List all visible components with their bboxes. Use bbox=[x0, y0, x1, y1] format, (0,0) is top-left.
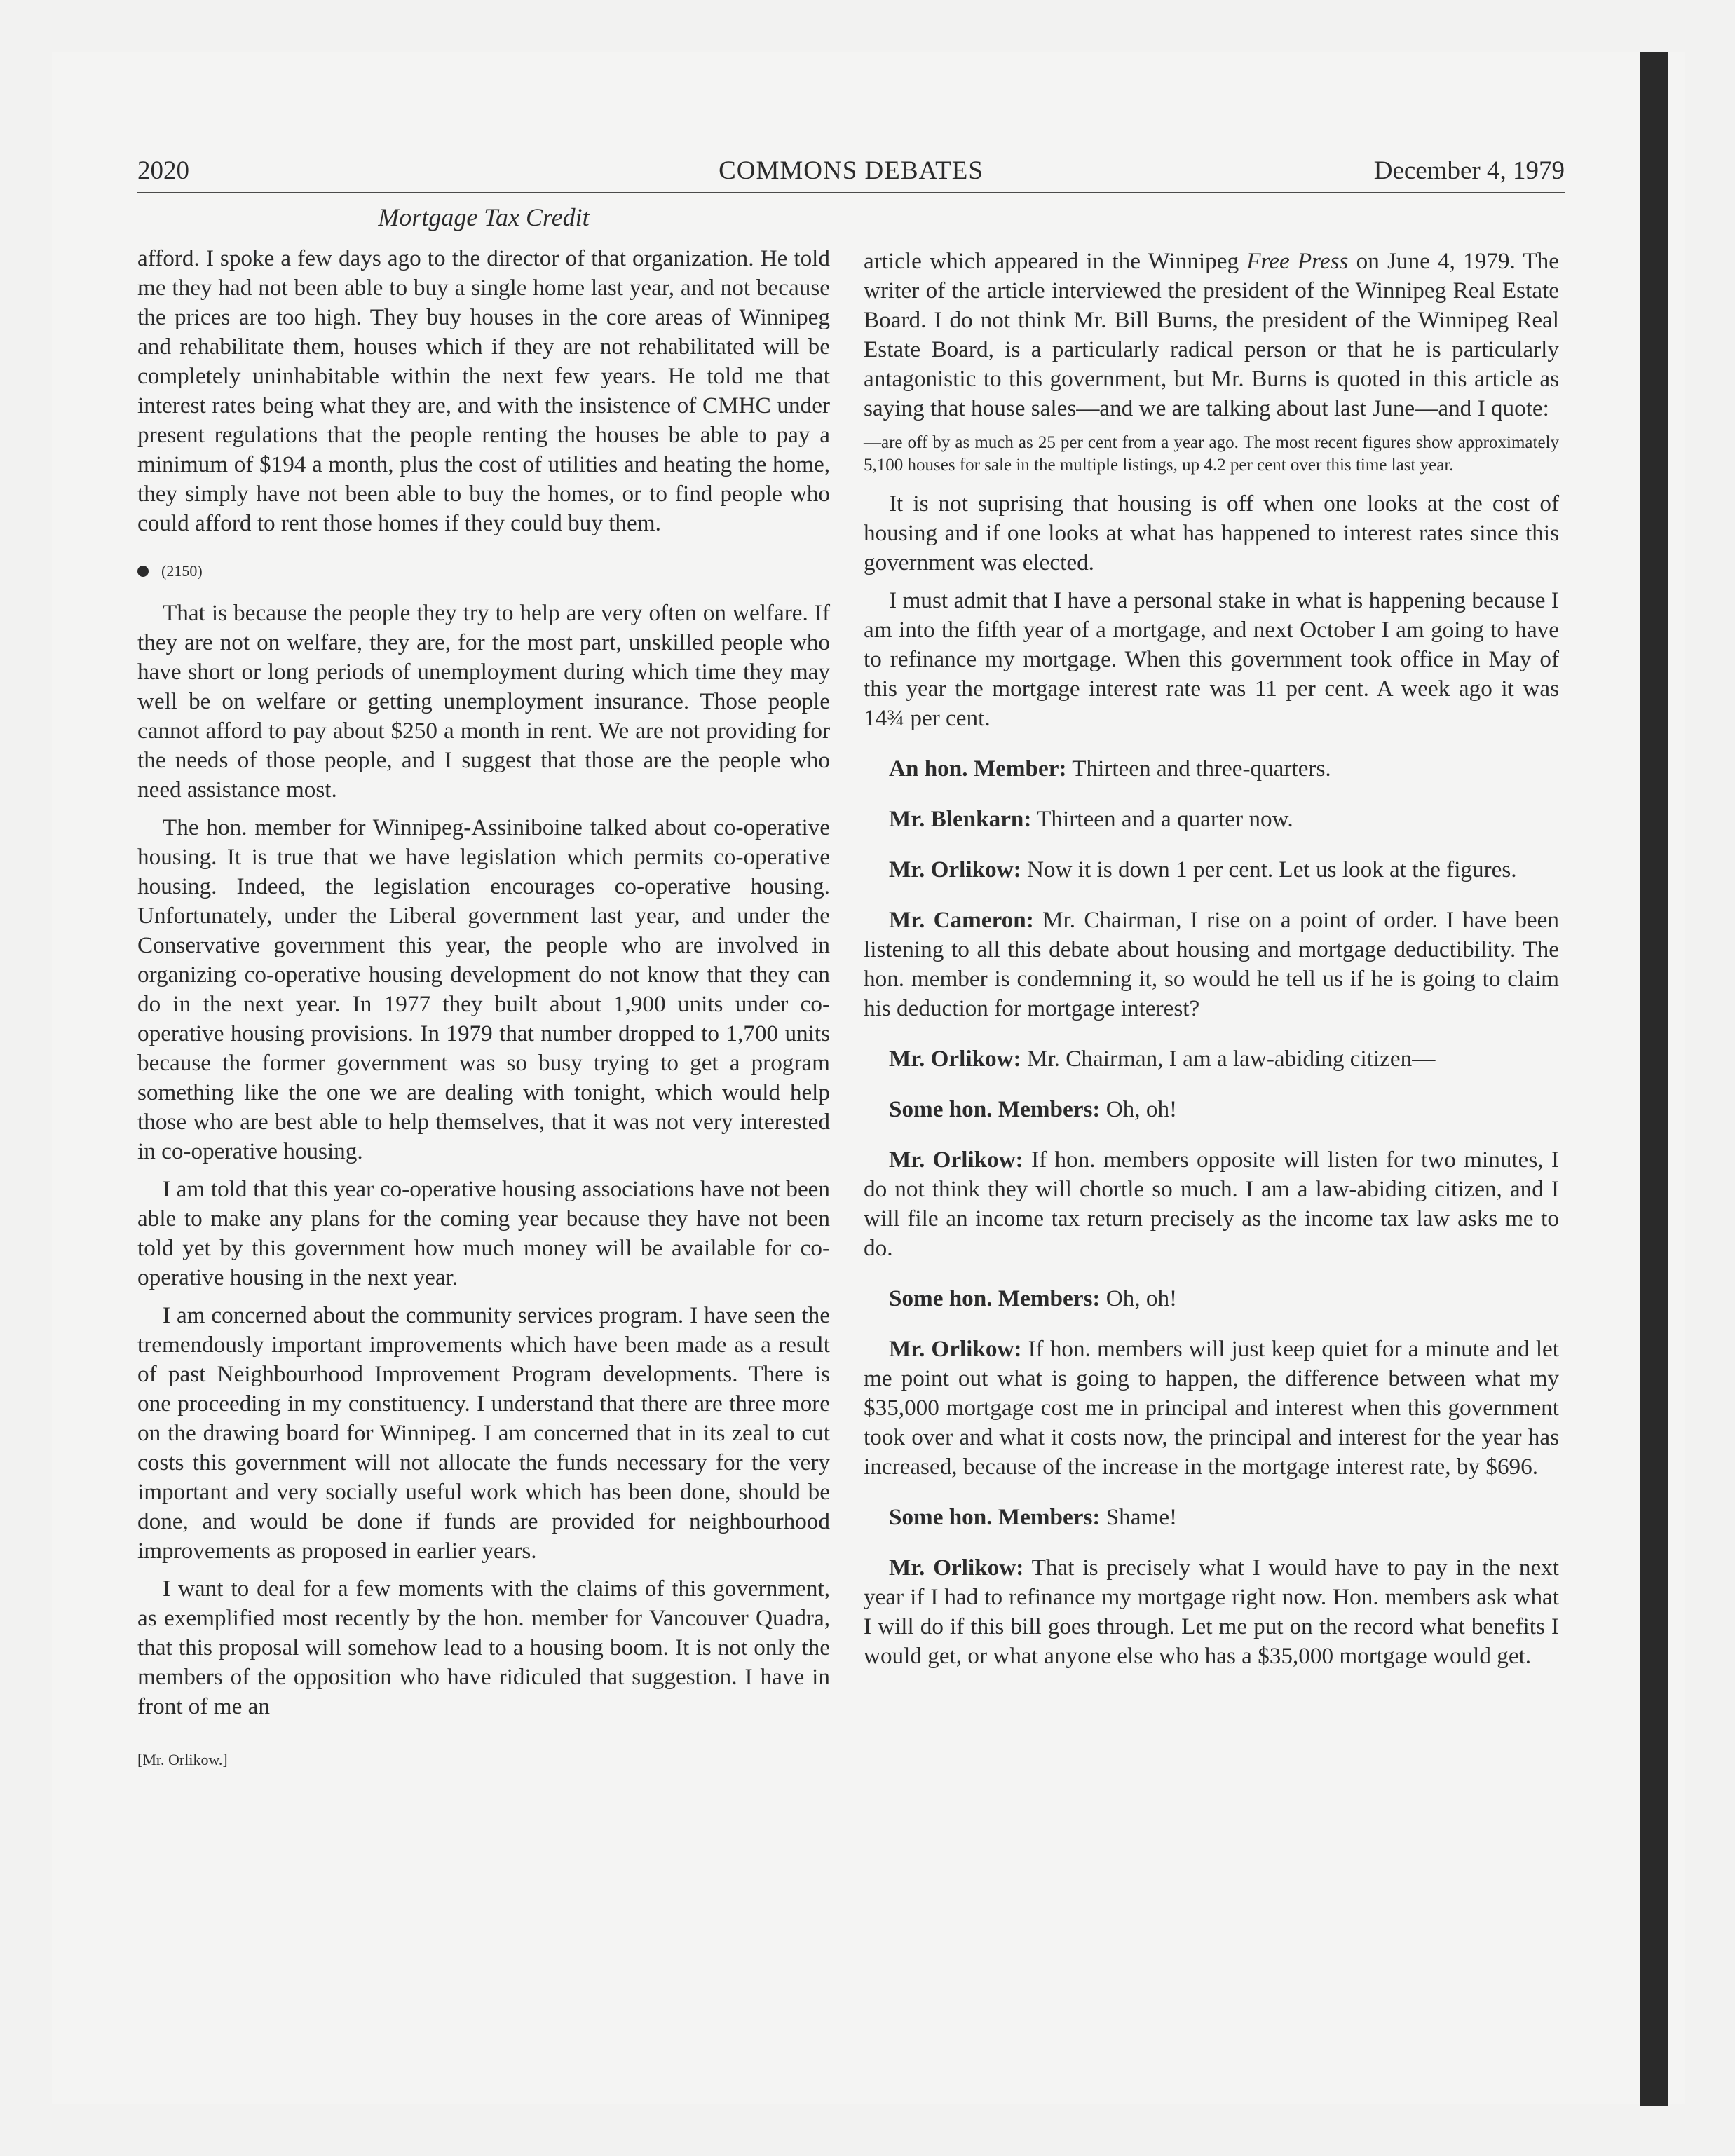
speech-text: Thirteen and three-quarters. bbox=[1066, 756, 1331, 782]
speech bbox=[864, 1335, 1559, 1482]
speech-text: If hon. members opposite will listen for two minutes, I do not think they will chortle so much. I am a law-abiding citizen, and I will file an income tax return precisely as the income tax law asks me to do. bbox=[864, 1147, 1559, 1261]
time-marker bbox=[137, 557, 830, 586]
speech-text: Oh, oh! bbox=[1100, 1096, 1178, 1122]
header-date: December 4, 1979 bbox=[1373, 156, 1565, 185]
newspaper-name: Free Press bbox=[1246, 248, 1349, 274]
speech-text: That is precisely what I would have to pay in the next year if I had to refinance my mortgage right now. Hon. members ask what I will do if this bill goes through. Let me put on the record what benefits I would get, or what anyone else who has a $35,000 mortgage would get. bbox=[864, 1555, 1559, 1669]
speech bbox=[864, 1044, 1559, 1074]
speaker-name: Mr. Orlikow: bbox=[889, 1555, 1024, 1581]
speaker-attribution: [Mr. Orlikow.] bbox=[137, 1751, 228, 1768]
paragraph: It is not suprising that housing is off when one looks at the cost of housing and if one looks at what has happened to interest rates since this government was elected. bbox=[864, 491, 1559, 575]
speaker-name: Mr. Blenkarn: bbox=[889, 806, 1032, 832]
paragraph: I must admit that I have a personal stake in what is happening because I am into the fifth year of a mortgage, and next October I am going to have to refinance my mortgage. When this government took office in May of this year the mortgage interest rate was 11 per cent. A week ago it was 14¾ per cent. bbox=[864, 587, 1559, 731]
speaker-name: Some hon. Members: bbox=[889, 1504, 1101, 1530]
speech bbox=[864, 1553, 1559, 1671]
scan-edge-bar bbox=[1640, 52, 1668, 2106]
paragraph bbox=[864, 247, 1559, 423]
block-quote: —are off by as much as 25 per cent from a year ago. The most recent figures show approximately 5,100 houses for sale in the multiple listings, up 4.2 per cent over this time last year. bbox=[864, 433, 1559, 475]
speech bbox=[864, 805, 1559, 834]
section-subhead: Mortgage Tax Credit bbox=[378, 203, 590, 231]
paragraph: I am told that this year co-operative housing associations have not been able to make any plans for the coming year because they have not been told yet by this government how much money will be available for co-operative housing in the next year. bbox=[137, 1176, 830, 1290]
speaker-name: Mr. Orlikow: bbox=[889, 1046, 1021, 1072]
bullet-icon bbox=[137, 566, 149, 577]
speech bbox=[864, 754, 1559, 784]
speech bbox=[864, 855, 1559, 885]
speech bbox=[864, 906, 1559, 1023]
text-run: article which appeared in the Winnipeg bbox=[864, 248, 1247, 274]
speaker-name: Mr. Orlikow: bbox=[889, 857, 1021, 882]
speech bbox=[864, 1095, 1559, 1124]
speech-text: Mr. Chairman, I rise on a point of order. I have been listening to all this debate about housing and mortgage deductibility. The hon. member is condemning it, so would he tell us if he is going to claim his deduction for mortgage interest? bbox=[864, 907, 1559, 1021]
paragraph: afford. I spoke a few days ago to the director of that organization. He told me they had not been able to buy a single home last year, and not because the prices are too high. They buy houses in the core areas of Winnipeg and rehabilitate them, houses which if they are not rehabilitated will be completely uninhabitable within the next few years. He told me that interest rates being what they are, and with the insistence of CMHC under present regulations that the people renting the houses be able to pay a minimum of $194 a month, plus the cost of utilities and heating the home, they simply have not been able to buy the homes, or to find people who could afford to rent those homes if they could buy them. bbox=[137, 245, 830, 536]
speaker-name: Mr. Orlikow: bbox=[889, 1336, 1022, 1362]
speaker-name: Mr. Orlikow: bbox=[889, 1147, 1023, 1173]
running-header bbox=[137, 156, 1565, 193]
paragraph: I am concerned about the community services program. I have seen the tremendously important improvements which have been made as a result of past Neighbourhood Improvement Program developments. There is one proceeding in my constituency. I understand that there are three more on the drawing board for Winnipeg. I am concerned that in its zeal to cut costs this government will not allocate the funds necessary for the very important and very socially useful work which has been done, should be done, and would be done if funds are provided for neighbourhood improvements as proposed in earlier years. bbox=[137, 1302, 830, 1564]
speaker-name: An hon. Member: bbox=[889, 756, 1067, 782]
paragraph: That is because the people they try to help are very often on welfare. If they are not on welfare, they are, for the most part, unskilled people who have short or long periods of unemployment during which time they may well be on welfare or getting unemployment insurance. Those people cannot afford to pay about $250 a month in rent. We are not providing for the needs of those people, and I suggest that those are the people who need assistance most. bbox=[137, 600, 830, 803]
speaker-name: Some hon. Members: bbox=[889, 1285, 1101, 1311]
speech bbox=[864, 1503, 1559, 1532]
speech-text: Shame! bbox=[1100, 1504, 1178, 1530]
speech bbox=[864, 1145, 1559, 1263]
paragraph: The hon. member for Winnipeg-Assiniboine talked about co-operative housing. It is true that we have legislation which permits co-operative housing. Indeed, the legislation encourages co-operative housing. Unfortunately, under the Liberal government last year, and under the Conservative government this year, the people who are involved in organizing co-operative housing development do not know that they can do in the next year. In 1977 they built about 1,900 units under co-operative housing provisions. In 1979 that number dropped to 1,700 units because the former government was so busy trying to get a program something like the one we are dealing with tonight, which would help those who are best able to help themselves, that it was not very interested in co-operative housing. bbox=[137, 814, 830, 1164]
page-number: 2020 bbox=[137, 156, 189, 185]
publication-title: COMMONS DEBATES bbox=[719, 156, 984, 185]
speech-text: Mr. Chairman, I am a law-abiding citizen— bbox=[1021, 1046, 1436, 1072]
speech-text: Thirteen and a quarter now. bbox=[1031, 806, 1293, 832]
speaker-name: Some hon. Members: bbox=[889, 1096, 1101, 1122]
speech-text: Now it is down 1 per cent. Let us look at the figures. bbox=[1021, 857, 1517, 882]
speech bbox=[864, 1284, 1559, 1314]
speech-text: Oh, oh! bbox=[1100, 1285, 1178, 1311]
left-column bbox=[137, 244, 830, 1775]
speech-text: If hon. members will just keep quiet for a minute and let me point out what is going to happen, the difference between what my $35,000 mortgage cost me in principal and interest when this government took over and what it costs now, the principal and interest for the year has increased, because of the increase in the mortgage interest rate, by $696. bbox=[864, 1336, 1560, 1480]
right-column bbox=[864, 247, 1559, 1681]
speaker-name: Mr. Cameron: bbox=[889, 907, 1034, 933]
paragraph: I want to deal for a few moments with the claims of this government, as exemplified most recently by the hon. member for Vancouver Quadra, that this proposal will somehow lead to a housing boom. It is not only the members of the opposition who have ridiculed that suggestion. I have in front of me an bbox=[137, 1576, 830, 1719]
time-marker-text: (2150) bbox=[161, 562, 203, 580]
text-run: on June 4, 1979. The writer of the article interviewed the president of the Winnipeg Real Estate Board. I do not think Mr. Bill Burns, the president of the Winnipeg Real Estate Board, is a particularly radical person or that he is particularly antagonistic to this government, but Mr. Burns is quoted in this article as saying that house sales—and we are talking about last June—and I quote: bbox=[864, 248, 1559, 421]
